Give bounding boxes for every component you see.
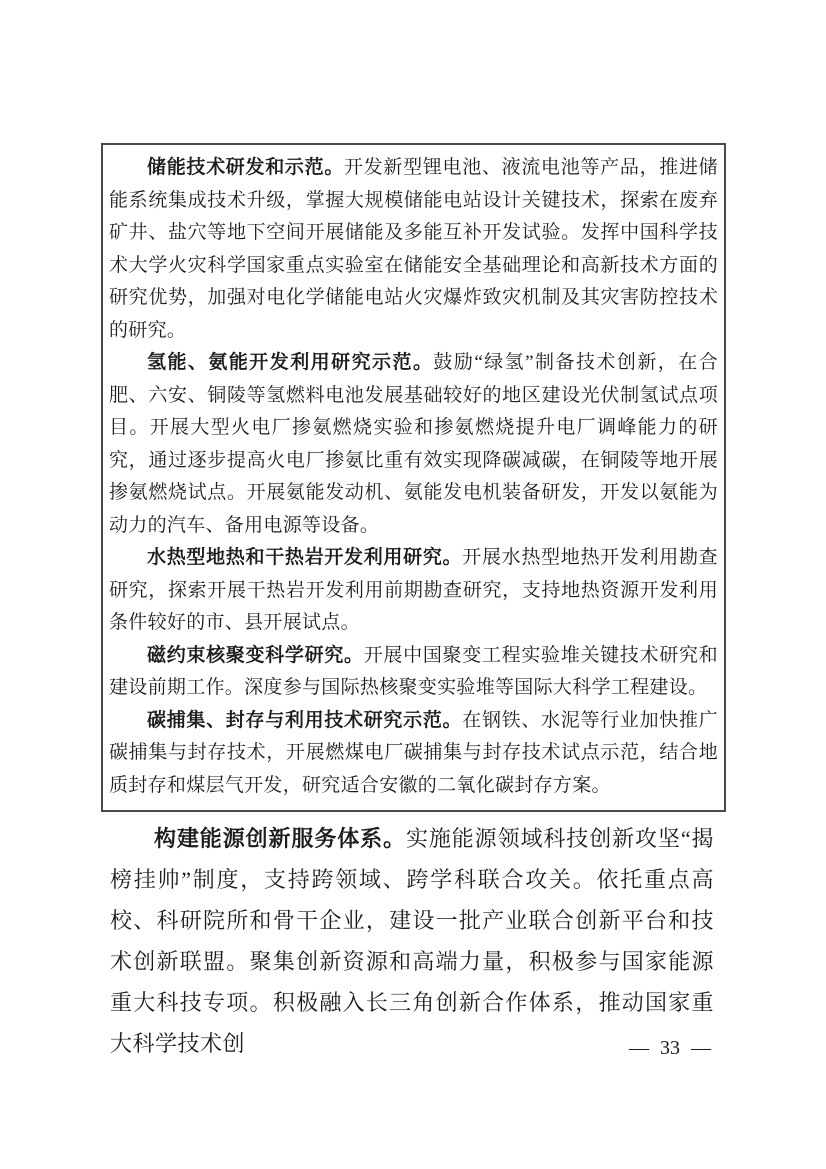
box-paragraph-fusion — [109, 640, 718, 705]
box-paragraph-geothermal-body: 开展水热型地热开发利用勘查研究，探索开展干热岩开发利用前期勘查研究，支持地热资源开发利用条件较好的市、县开展试点。 — [109, 547, 718, 633]
body-paragraph-innovation-system — [110, 818, 714, 1064]
boxed-section — [101, 143, 726, 812]
box-paragraph-energy-storage — [109, 152, 718, 347]
box-paragraph-geothermal — [109, 542, 718, 640]
box-paragraph-fusion-body: 开展中国聚变工程实验堆关键技术研究和建设前期工作。深度参与国际热核聚变实验堆等国际大科学工程建设。 — [109, 644, 718, 698]
box-paragraph-fusion-heading: 磁约束核聚变科学研究。 — [147, 644, 364, 666]
body-paragraph-innovation-system-body: 实施能源领域科技创新攻坚“揭榜挂帅”制度，支持跨领域、跨学科联合攻关。依托重点高校、科研院所和骨干企业，建设一批产业联合创新平台和技术创新联盟。聚集创新资源和高端力量，积极参与国家能源重大科技专项。积极融入长三角创新合作体系，推动国家重大科学技术创 — [110, 826, 714, 1056]
box-paragraph-hydrogen-ammonia-body: 鼓励“绿氢”制备技术创新，在合肥、六安、铜陵等氢燃料电池发展基础较好的地区建设光伏制氢试点项目。开展大型火电厂掺氨燃烧实验和掺氨燃烧提升电厂调峰能力的研究，通过逐步提高火电厂掺氨比重有效实现降碳减碳，在铜陵等地开展掺氨燃烧试点。开展氨能发动机、氨能发电机装备研发，开发以氨能为动力的汽车、备用电源等设备。 — [109, 352, 718, 536]
box-paragraph-hydrogen-ammonia-heading: 氢能、氨能开发利用研究示范。 — [147, 352, 434, 373]
box-paragraph-geothermal-heading: 水热型地热和干热岩开发利用研究。 — [147, 547, 463, 568]
box-paragraph-hydrogen-ammonia — [109, 347, 718, 542]
box-paragraph-carbon-capture-heading: 碳捕集、封存与利用技术研究示范。 — [147, 709, 463, 731]
box-paragraph-carbon-capture-body: 在钢铁、水泥等行业加快推广碳捕集与封存技术，开展燃煤电厂碳捕集与封存技术试点示范，结合地质封存和煤层气开发，研究适合安徽的二氧化碳封存方案。 — [109, 709, 718, 796]
box-paragraph-carbon-capture — [109, 705, 718, 803]
box-paragraph-energy-storage-body: 开发新型锂电池、液流电池等产品，推进储能系统集成技术升级，掌握大规模储能电站设计关键技术，探索在废弃矿井、盐穴等地下空间开展储能及多能互补开发试验。发挥中国科学技术大学火灾科学国家重点实验室在储能安全基础理论和高新技术方面的研究优势，加强对电化学储能电站火灾爆炸致灾机制及其灾害防控技术的研究。 — [109, 157, 718, 341]
box-paragraph-energy-storage-heading: 储能技术研发和示范。 — [147, 157, 345, 178]
page-number: — 33 — — [629, 1037, 711, 1059]
body-paragraph-innovation-system-heading: 构建能源创新服务体系。 — [154, 826, 406, 851]
